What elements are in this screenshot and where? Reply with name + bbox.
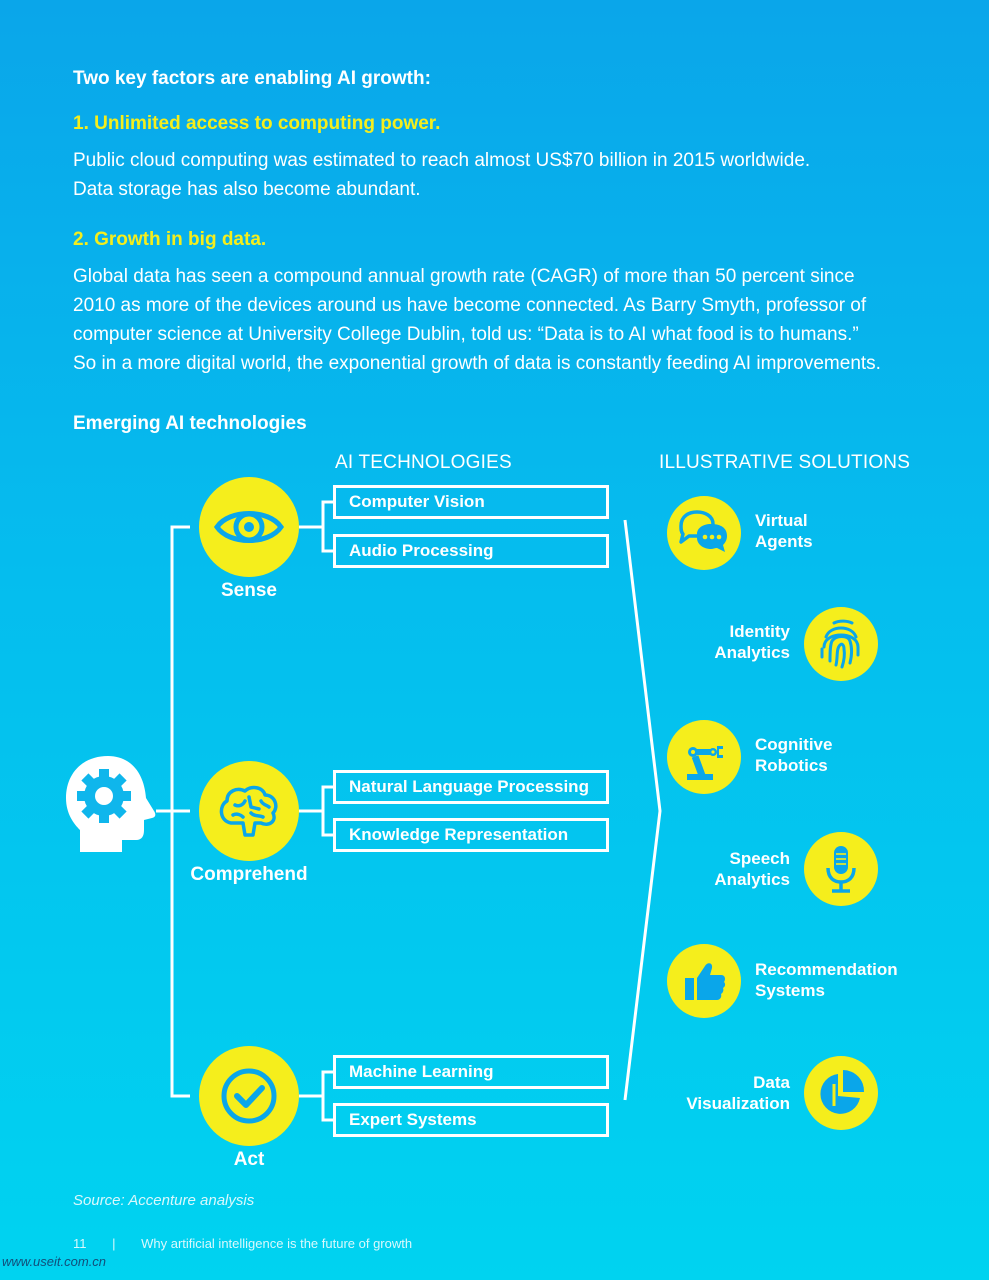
solution-label-recommendation-systems: [755, 959, 898, 1001]
solution-label-cognitive-robotics: [755, 734, 832, 776]
recommendation-systems-circle: [667, 944, 741, 1018]
solution-label-line: Data: [753, 1073, 790, 1092]
tech-box-machine-learning: Machine Learning: [333, 1055, 609, 1089]
eye-icon: [199, 477, 299, 577]
tech-box-computer-vision: Computer Vision: [333, 485, 609, 519]
solution-label-data-visualization: [640, 1072, 790, 1114]
solution-label-line: Visualization: [686, 1094, 790, 1113]
factor-1-title: 1. Unlimited access to computing power.: [73, 113, 441, 134]
solution-label-line: Recommendation: [755, 960, 898, 979]
tech-box-knowledge-representation: Knowledge Representation: [333, 818, 609, 852]
factor-2-line: So in a more digital world, the exponential growth of data is constantly feeding AI improvements.: [73, 353, 881, 374]
factor-1-line: Public cloud computing was estimated to reach almost US$70 billion in 2015 worldwide.: [73, 150, 811, 171]
diagram-title: Emerging AI technologies: [73, 413, 307, 434]
solution-label-line: Identity: [729, 622, 790, 641]
cognitive-robotics-circle: [667, 720, 741, 794]
chat-bubbles-icon: [667, 496, 741, 570]
pie-chart-icon: [804, 1056, 878, 1130]
category-label-sense: Sense: [221, 580, 277, 601]
factor-1-line: Data storage has also become abundant.: [73, 179, 421, 200]
act-circle: [199, 1046, 299, 1146]
solution-label-line: Robotics: [755, 756, 828, 775]
solution-label-line: Systems: [755, 981, 825, 1000]
solutions-column-heading: ILLUSTRATIVE SOLUTIONS: [659, 452, 911, 473]
footer-title: Why artificial intelligence is the future of growth: [141, 1236, 413, 1251]
solution-label-line: Agents: [755, 532, 813, 551]
sense-circle: [199, 477, 299, 577]
watermark: www.useit.com.cn: [2, 1254, 107, 1269]
factor-2-line: 2010 as more of the devices around us have become connected. As Barry Smyth, professor of: [73, 295, 867, 316]
source-note: Source: Accenture analysis: [73, 1192, 255, 1209]
intro-heading: Two key factors are enabling AI growth:: [73, 68, 431, 89]
technologies-column-heading: AI TECHNOLOGIES: [335, 452, 512, 473]
thumbs-up-icon: [667, 944, 741, 1018]
tech-box-audio-processing: Audio Processing: [333, 534, 609, 568]
head-gear-icon: [64, 754, 158, 854]
checkmark-icon: [199, 1046, 299, 1146]
page-number: 11: [73, 1236, 87, 1251]
solution-label-line: Cognitive: [755, 735, 833, 754]
robot-arm-icon: [667, 720, 741, 794]
brain-icon: [199, 761, 299, 861]
footer-separator: |: [112, 1236, 116, 1251]
factor-2-line: computer science at University College Dublin, told us: “Data is to AI what food is to humans.”: [73, 324, 859, 345]
microphone-icon: [804, 832, 878, 906]
tech-box-expert-systems: Expert Systems: [333, 1103, 609, 1137]
comprehend-circle: [199, 761, 299, 861]
category-label-act: Act: [233, 1149, 265, 1170]
solution-label-speech-analytics: [690, 848, 790, 890]
factor-2-title: 2. Growth in big data.: [73, 229, 267, 250]
solution-label-line: Speech: [729, 849, 790, 868]
virtual-agents-circle: [667, 496, 741, 570]
fingerprint-icon: [804, 607, 878, 681]
solution-label-line: Analytics: [714, 870, 790, 889]
identity-analytics-circle: [804, 607, 878, 681]
data-visualization-circle: [804, 1056, 878, 1130]
solution-label-virtual-agents: [755, 510, 813, 552]
factor-2-line: Global data has seen a compound annual growth rate (CAGR) of more than 50 percent since: [73, 266, 855, 287]
solution-label-identity-analytics: [690, 621, 790, 663]
solution-label-line: Virtual: [755, 511, 808, 530]
tech-box-nlp: Natural Language Processing: [333, 770, 609, 804]
solution-label-line: Analytics: [714, 643, 790, 662]
speech-analytics-circle: [804, 832, 878, 906]
category-label-comprehend: Comprehend: [190, 864, 308, 885]
page-footer: [73, 1236, 412, 1251]
